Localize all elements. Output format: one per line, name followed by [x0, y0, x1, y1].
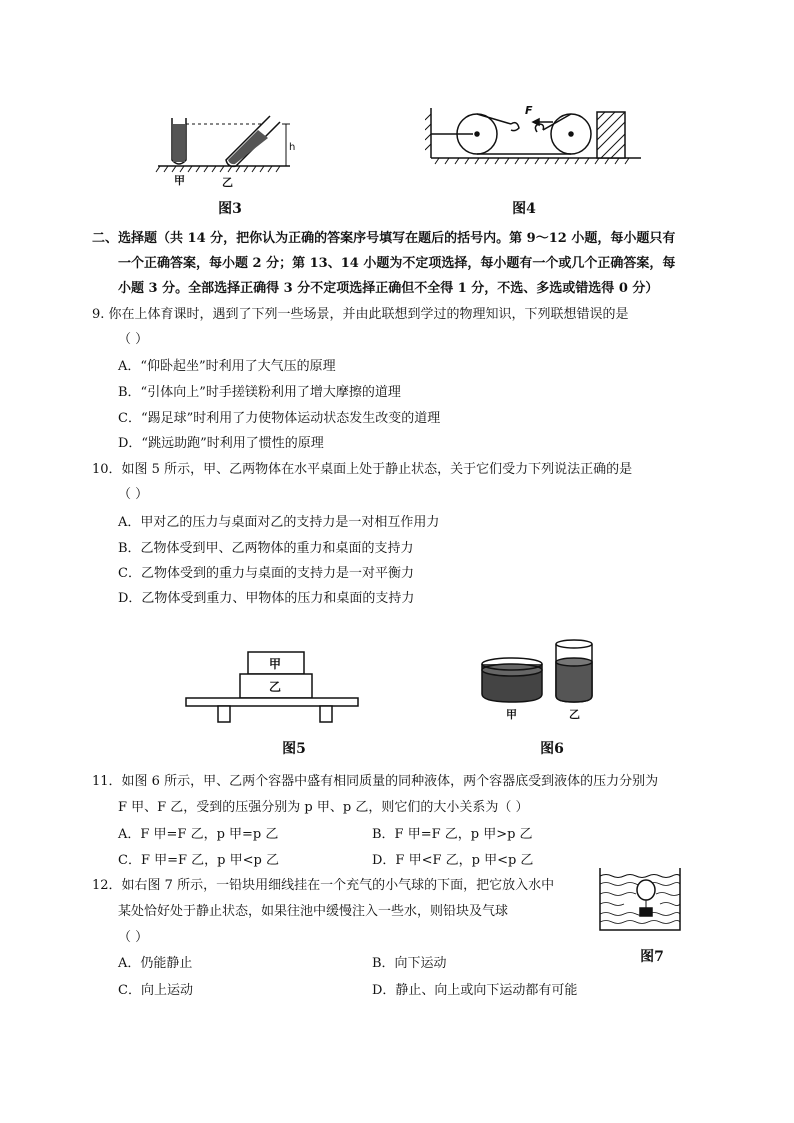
- fig5-label-yi: 乙: [269, 680, 282, 694]
- q12-stem-line2: 某处恰好处于静止状态，如果往池中缓慢注入一些水，则铅块及气球: [118, 904, 509, 919]
- label-force-f: F: [525, 104, 533, 117]
- q11-option-b: B．F 甲=F 乙，p 甲>p 乙: [372, 827, 533, 842]
- q11-option-d: D．F 甲<F 乙，p 甲<p 乙: [372, 853, 534, 868]
- q11-option-a: A．F 甲=F 乙，p 甲=p 乙: [118, 827, 279, 842]
- q9-stem: 9. 你在上体育课时，遇到了下列一些场景，并由此联想到学过的物理知识，下列联想错误的是: [92, 307, 629, 322]
- q10-stem: 10．如图 5 所示，甲、乙两物体在水平桌面上处于静止状态，关于它们受力下列说法正确的是: [92, 462, 633, 477]
- q12-option-d: D．静止、向上或向下运动都有可能: [372, 983, 578, 998]
- q11-stem: 11．如图 6 所示，甲、乙两个容器中盛有相同质量的同种液体，两个容器底受到液体的压力分别为: [92, 774, 659, 789]
- q12-option-b: B．向下运动: [372, 956, 447, 971]
- lead-block: [640, 908, 652, 916]
- figure-7-caption: 图7: [640, 949, 664, 965]
- figure-5-caption: 图5: [282, 741, 306, 757]
- q11-option-c: C．F 甲=F 乙，p 甲<p 乙: [118, 853, 279, 868]
- label-yi: 乙: [222, 176, 233, 188]
- section2-line2: 一个正确答案，每小题 2 分；第 13、14 小题为不定项选择，每小题有一个或几个正确答案，每: [118, 256, 676, 271]
- q10-answer-bracket[interactable]: （ ）: [118, 487, 149, 502]
- q9-option-c: C．“踢足球”时利用了力使物体运动状态发生改变的道理: [118, 411, 441, 426]
- q9-option-a: A．“仰卧起坐”时利用了大气压的原理: [118, 359, 336, 374]
- figure-7: [596, 864, 684, 936]
- label-h: h: [289, 142, 296, 153]
- q9-answer-bracket[interactable]: （ ）: [118, 332, 149, 347]
- figure-6: [476, 632, 606, 724]
- section2-line3: 小题 3 分。全部选择正确得 3 分不定项选择正确但不全得 1 分，不选、多选或错选得 0 分）: [118, 281, 659, 296]
- q10-option-d: D．乙物体受到重力、甲物体的压力和桌面的支持力: [118, 591, 415, 606]
- figure-6-caption: 图6: [540, 741, 564, 757]
- q12-stem: 12．如右图 7 所示，一铅块用细线挂在一个充气的小气球的下面，把它放入水中: [92, 878, 555, 893]
- balloon: [637, 880, 655, 900]
- q12-option-c: C．向上运动: [118, 983, 193, 998]
- label-jia: 甲: [174, 174, 185, 187]
- block: [597, 112, 625, 158]
- q12-option-a: A．仍能静止: [118, 956, 193, 971]
- q11-stem-line2: F 甲、F 乙，受到的压强分别为 p 甲、p 乙，则它们的大小关系为（ ）: [118, 800, 529, 815]
- figure-4: [425, 102, 645, 172]
- figure-4-caption: 图4: [512, 201, 536, 217]
- q10-option-c: C．乙物体受到的重力与桌面的支持力是一对平衡力: [118, 566, 414, 581]
- table-leg-left: [218, 706, 230, 722]
- fig5-label-jia: 甲: [269, 657, 282, 671]
- fig6-label-jia: 甲: [506, 708, 517, 721]
- figure-3: [150, 108, 310, 188]
- section2-line1: 二、选择题（共 14 分，把你认为正确的答案序号填写在题后的括号内。第 9～12 小题，每小题只有: [92, 231, 676, 246]
- q9-option-d: D．“跳远助跑”时利用了惯性的原理: [118, 436, 324, 451]
- q10-option-a: A．甲对乙的压力与桌面对乙的支持力是一对相互作用力: [118, 515, 440, 530]
- container-yi-rim: [556, 640, 592, 648]
- figure-5: [182, 646, 362, 726]
- q12-answer-bracket[interactable]: （ ）: [118, 930, 149, 945]
- table-leg-right: [320, 706, 332, 722]
- table-top: [186, 698, 358, 706]
- q10-option-b: B．乙物体受到甲、乙两物体的重力和桌面的支持力: [118, 541, 414, 556]
- fig6-label-yi: 乙: [569, 708, 580, 721]
- figure-3-caption: 图3: [218, 201, 242, 217]
- q9-option-b: B．“引体向上”时手搓镁粉利用了增大摩擦的道理: [118, 385, 401, 400]
